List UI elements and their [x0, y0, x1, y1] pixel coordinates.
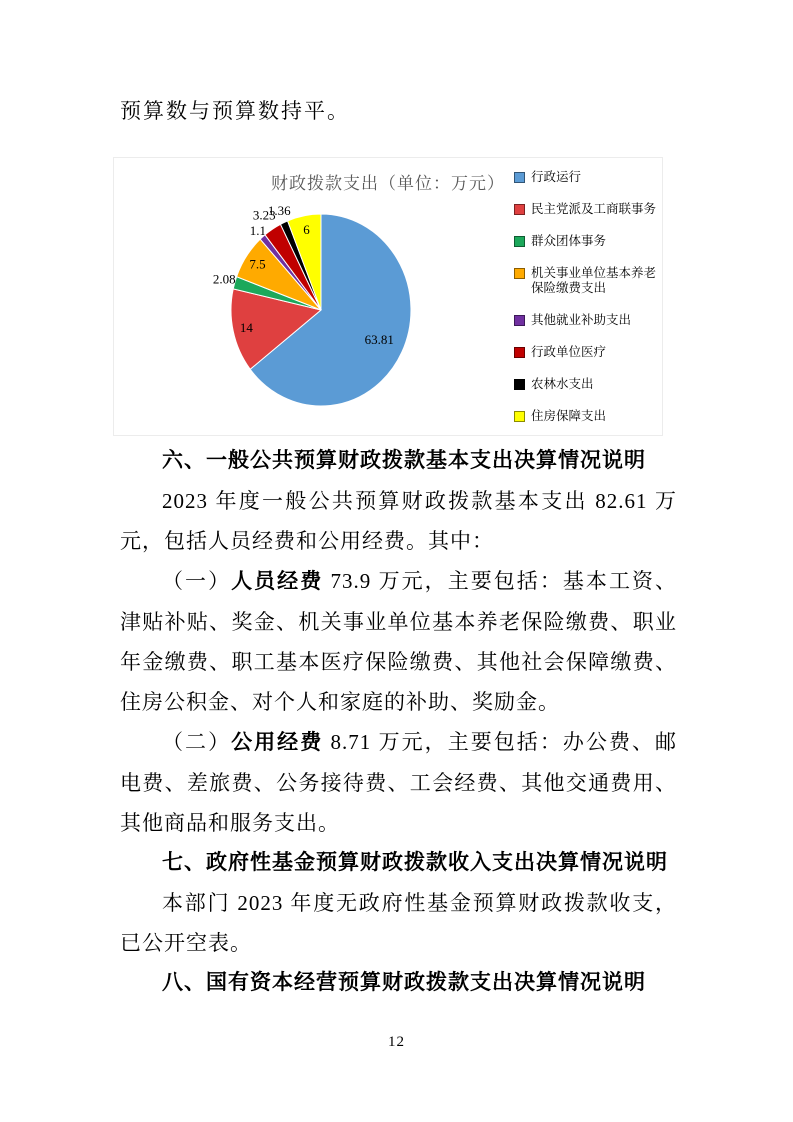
pie-data-label: 7.5: [249, 256, 266, 272]
text-run: 73.9 万元，主要包括：基本工资、津贴补贴、奖金、机关事业单位基本养老保险缴费、职业年金缴费、职工基本医疗保险缴费、其他社会保障缴费、住房公积金、对个人和家庭的补助、奖励金。: [120, 569, 678, 714]
legend-item: [514, 345, 658, 360]
pie-chart-frame: [113, 157, 663, 436]
legend-label: 机关事业单位基本养老保险缴费支出: [531, 266, 657, 295]
section-heading: 六、一般公共预算财政拨款基本支出决算情况说明: [162, 449, 646, 472]
legend-swatch-icon: [514, 347, 525, 358]
text-run: （一）: [162, 569, 232, 593]
document-body: [120, 441, 677, 1003]
pie-data-label: 3.23: [252, 207, 276, 223]
legend-swatch-icon: [514, 411, 525, 422]
body-paragraph: [120, 481, 677, 561]
pie-data-label: 63.81: [364, 332, 394, 348]
legend-swatch-icon: [514, 315, 525, 326]
body-paragraph: [120, 883, 677, 963]
legend-label: 民主党派及工商联事务: [531, 202, 657, 216]
legend-item: [514, 409, 658, 424]
legend-item: [514, 234, 658, 249]
legend-label: 住房保障支出: [531, 409, 607, 423]
pie-data-label: 6: [303, 221, 310, 237]
legend-swatch-icon: [514, 379, 525, 390]
section-heading: 七、政府性基金预算财政拨款收入支出决算情况说明: [162, 851, 668, 874]
legend-label: 行政单位医疗: [531, 345, 607, 359]
pie-data-label: 1.1: [249, 223, 267, 239]
legend-label: 其他就业补助支出: [531, 313, 632, 327]
pie-data-label: 1.36: [267, 203, 291, 219]
legend-item: [514, 266, 658, 296]
intro-paragraph: 预算数与预算数持平。: [120, 99, 350, 123]
legend-item: [514, 313, 658, 328]
legend-label: 行政运行: [531, 170, 582, 184]
legend-swatch-icon: [514, 204, 525, 215]
text-run: 2023 年度一般公共预算财政拨款基本支出 82.61 万元，包括人员经费和公用经费。其中：: [120, 489, 677, 553]
pie-data-label: 2.08: [212, 271, 236, 287]
body-paragraph: [120, 561, 677, 722]
legend-item: [514, 377, 658, 392]
legend-swatch-icon: [514, 268, 525, 279]
emphasis-text: 公用经费: [231, 731, 324, 754]
legend-item: [514, 202, 658, 217]
legend-label: 农林水支出: [531, 377, 594, 391]
text-run: 本部门 2023 年度无政府性基金预算财政拨款收支，已公开空表。: [120, 891, 677, 955]
legend-swatch-icon: [514, 236, 525, 247]
body-paragraph: [120, 722, 677, 843]
legend-swatch-icon: [514, 172, 525, 183]
pie-data-label: 14: [239, 320, 253, 335]
page-number: 12: [388, 1034, 405, 1050]
section-heading: 八、国有资本经营预算财政拨款支出决算情况说明: [162, 971, 646, 994]
text-run: 8.71 万元，主要包括：办公费、邮电费、差旅费、公务接待费、工会经费、其他交通费用、其他商品和服务支出。: [120, 730, 678, 835]
chart-legend: [514, 170, 658, 441]
legend-item: [514, 170, 658, 185]
text-run: （二）: [162, 730, 232, 754]
chart-title: 财政拨款支出（单位：万元）: [271, 174, 505, 193]
legend-label: 群众团体事务: [531, 234, 607, 248]
emphasis-text: 人员经费: [231, 570, 324, 593]
